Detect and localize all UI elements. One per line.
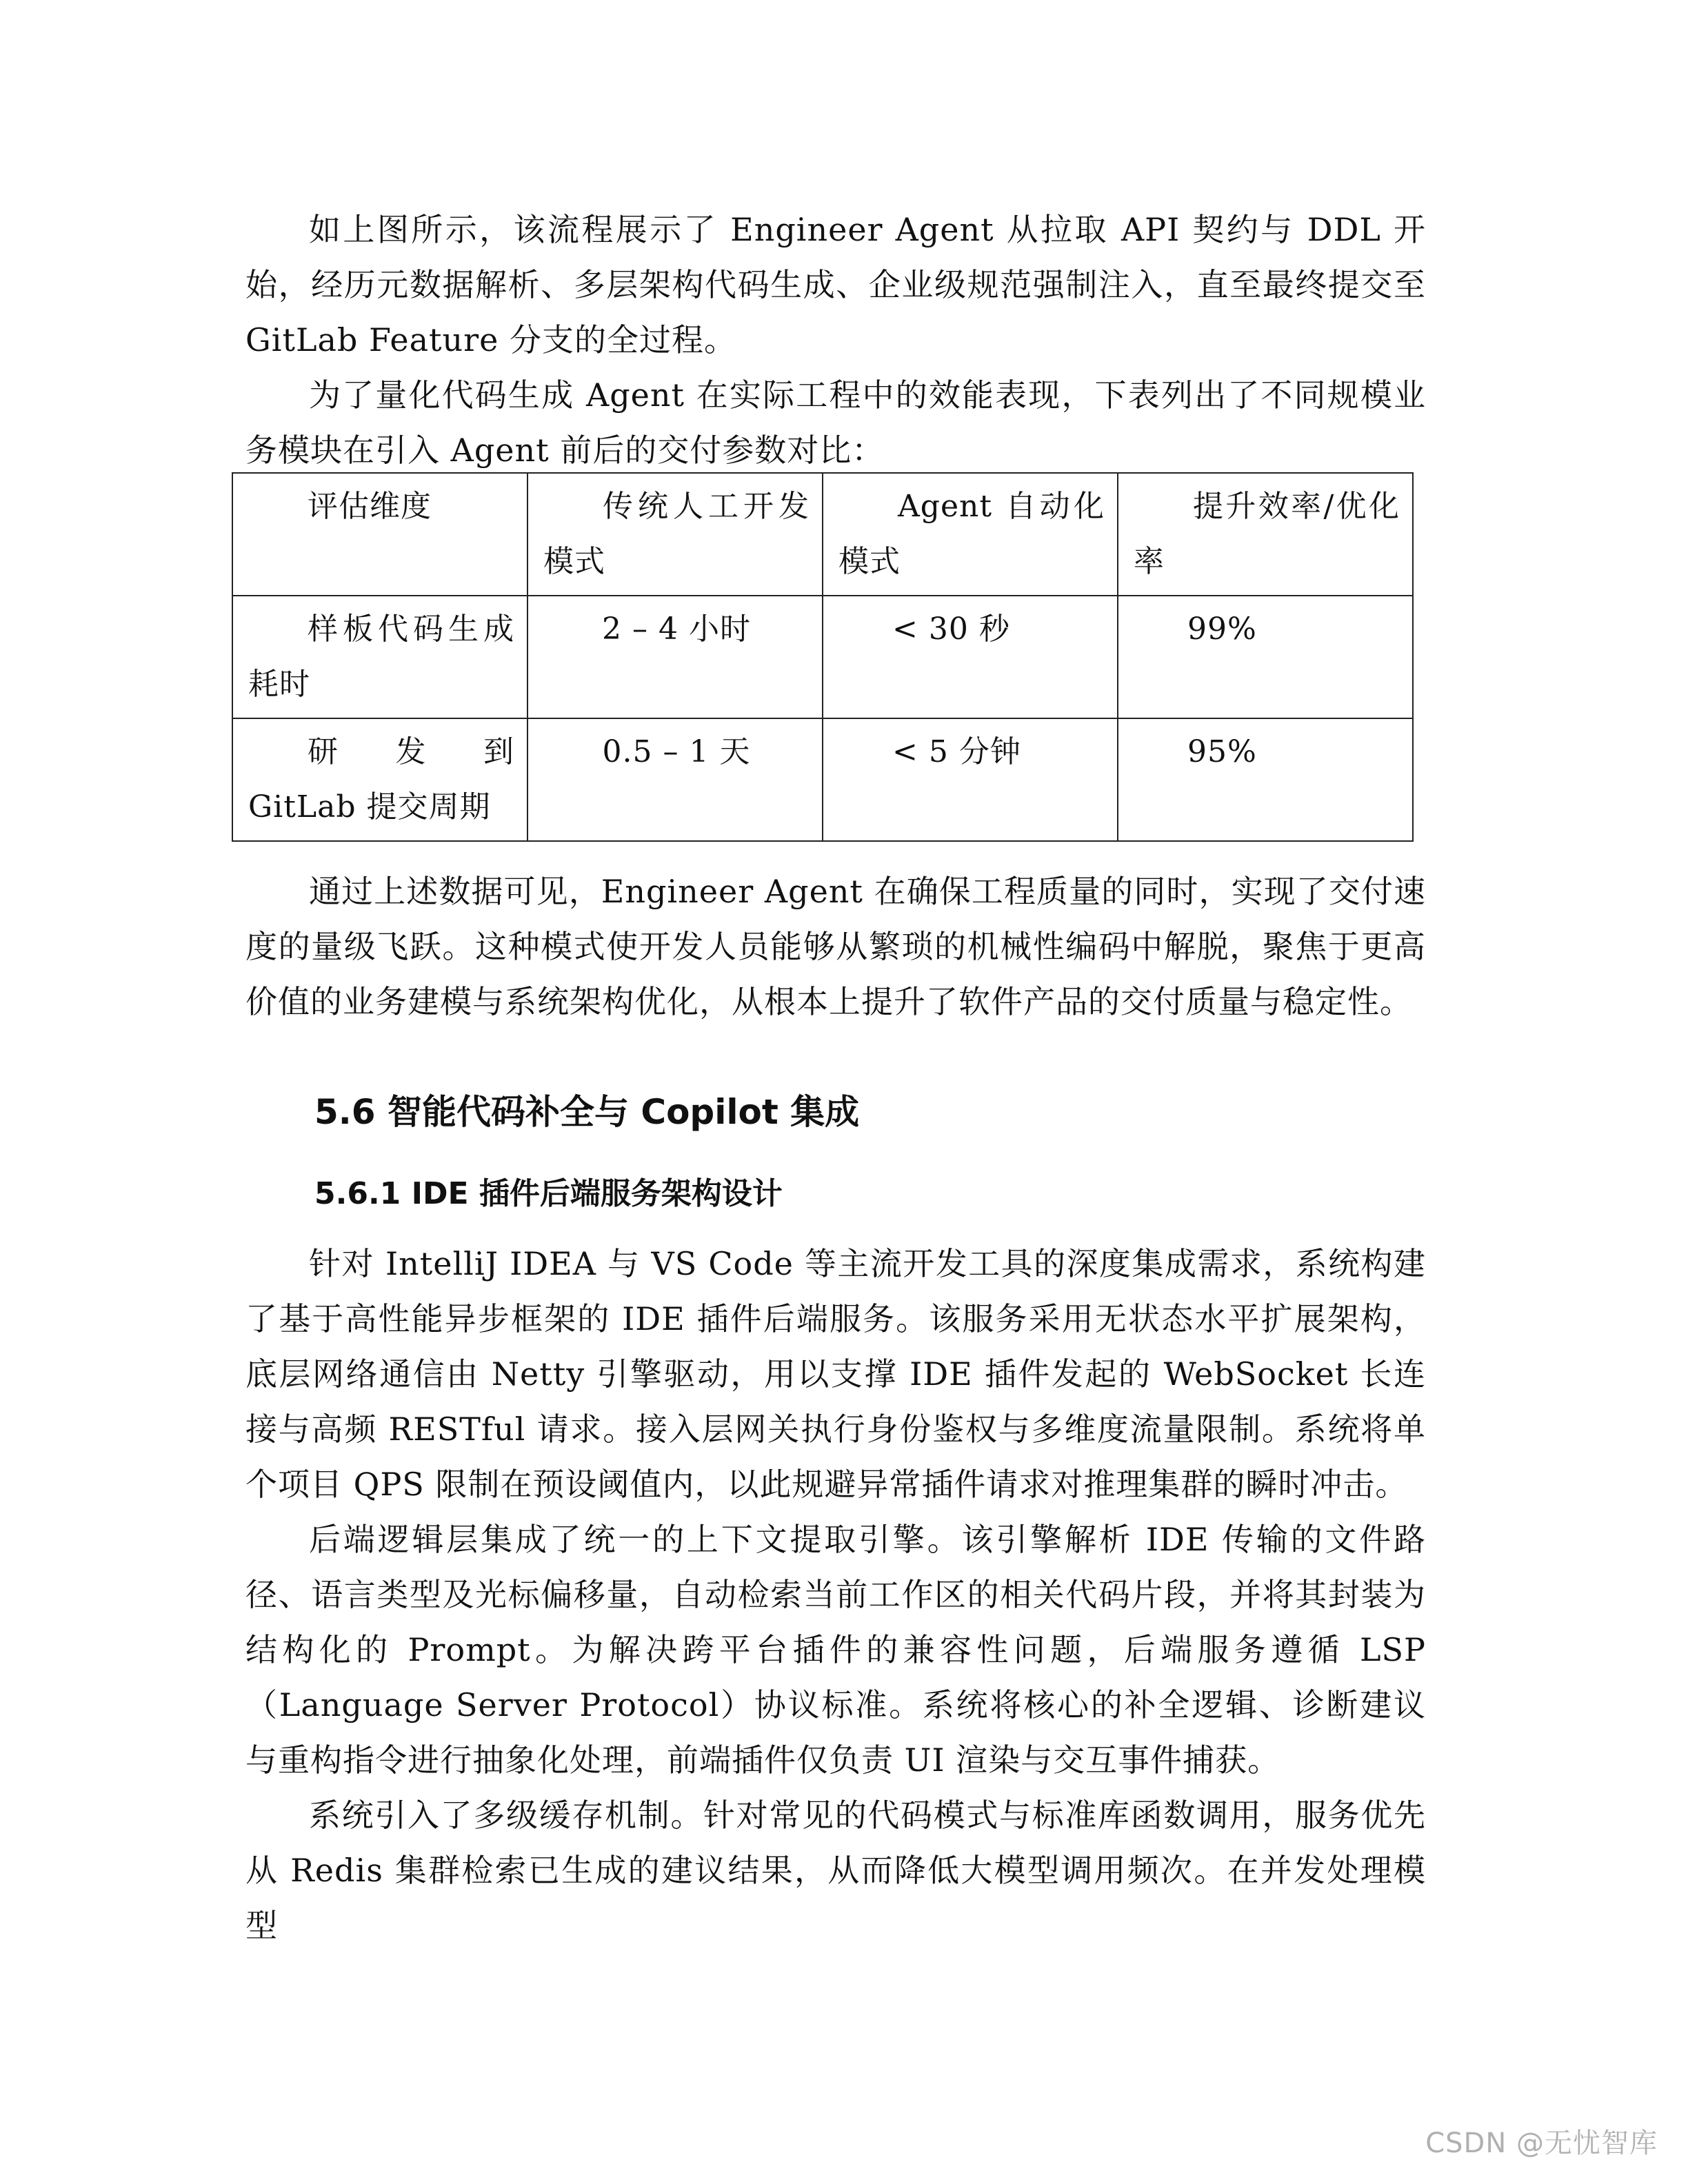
header-cell-agent: Agent 自动化模式	[823, 473, 1118, 596]
conclusion-paragraph: 通过上述数据可见，Engineer Agent 在确保工程质量的同时，实现了交付速度的量级飞跃。这种模式使开发人员能够从繁琐的机械性编码中解脱，聚焦于更高价值的业务建模与系统架构优化，从根本上提升了软件产品的交付质量与稳定性。	[245, 873, 1426, 1020]
comparison-table	[232, 472, 1414, 842]
row2-manual: 0.5 – 1 天	[528, 718, 823, 841]
row2-dimension: 研发到 GitLab 提交周期	[232, 718, 528, 841]
row1-improvement: 99%	[1118, 596, 1413, 718]
row1-agent: < 30 秒	[823, 596, 1118, 718]
row2-agent: < 5 分钟	[823, 718, 1118, 841]
table-row	[232, 596, 1413, 718]
header-cell-dimension: 评估维度	[232, 473, 528, 596]
table-header-row	[232, 473, 1413, 596]
header-cell-improvement: 提升效率/优化率	[1118, 473, 1413, 596]
row2-improvement: 95%	[1118, 718, 1413, 841]
intro-paragraph: 如上图所示，该流程展示了 Engineer Agent 从拉取 API 契约与 DDL 开始，经历元数据解析、多层架构代码生成、企业级规范强制注入，直至最终提交至 GitLab Feature 分支的全过程。	[245, 211, 1426, 358]
header-cell-manual: 传统人工开发模式	[528, 473, 823, 596]
table-row	[232, 718, 1413, 841]
row1-dimension: 样板代码生成耗时	[232, 596, 528, 718]
row1-manual: 2 – 4 小时	[528, 596, 823, 718]
subsection-heading: 5.6.1 IDE 插件后端服务架构设计	[314, 1176, 783, 1211]
section-heading: 5.6 智能代码补全与 Copilot 集成	[314, 1092, 860, 1132]
table-intro-paragraph: 为了量化代码生成 Agent 在实际工程中的效能表现，下表列出了不同规模业务模块在引入 Agent 前后的交付参数对比：	[245, 376, 1426, 469]
context-engine-paragraph: 后端逻辑层集成了统一的上下文提取引擎。该引擎解析 IDE 传输的文件路径、语言类型及光标偏移量，自动检索当前工作区的相关代码片段，并将其封装为结构化的 Prompt。为解决跨平台插件的兼容性问题，后端服务遵循 LSP（Language Server Protocol）协议标准。系统将核心的补全逻辑、诊断建议与重构指令进行抽象化处理，前端插件仅负责 UI 渲染与交互事件捕获。	[245, 1521, 1426, 1779]
cache-paragraph: 系统引入了多级缓存机制。针对常见的代码模式与标准库函数调用，服务优先从 Redis 集群检索已生成的建议结果，从而降低大模型调用频次。在并发处理模型	[245, 1797, 1426, 1944]
csdn-watermark: CSDN @无忧智库	[1425, 2127, 1658, 2159]
ide-backend-paragraph: 针对 IntelliJ IDEA 与 VS Code 等主流开发工具的深度集成需求，系统构建了基于高性能异步框架的 IDE 插件后端服务。该服务采用无状态水平扩展架构，底层网络通信由 Netty 引擎驱动，用以支撑 IDE 插件发起的 WebSocket 长连接与高频 RESTful 请求。接入层网关执行身份鉴权与多维度流量限制。系统将单个项目 QPS 限制在预设阈值内，以此规避异常插件请求对推理集群的瞬时冲击。	[245, 1245, 1426, 1503]
